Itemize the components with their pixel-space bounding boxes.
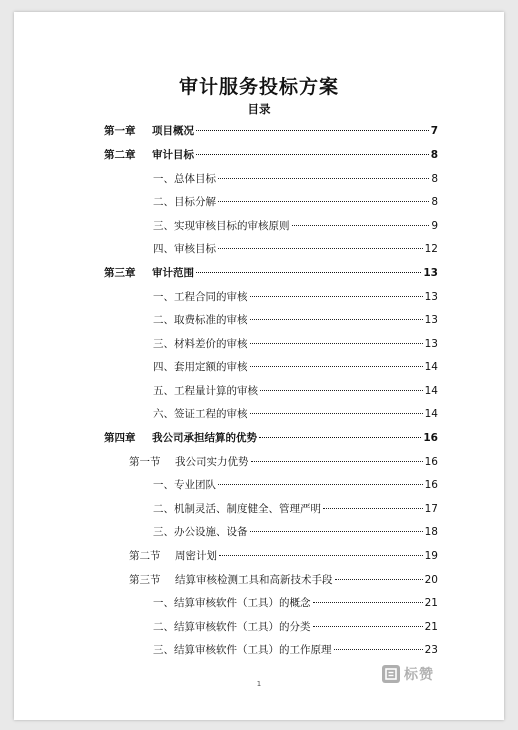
toc-entry-section-1[interactable] xyxy=(129,455,438,469)
toc-leader-dots xyxy=(196,130,429,131)
toc-entry-page: 13 xyxy=(424,291,438,303)
toc-leader-dots xyxy=(334,649,423,650)
toc-entry-chapter-3[interactable] xyxy=(104,266,438,280)
toc-entry-page: 13 xyxy=(424,338,438,350)
toc-entry-label: 一、结算审核软件（工具）的概念 xyxy=(153,597,311,609)
toc-entry-label: 一、总体目标 xyxy=(153,173,216,185)
toc-entry-item[interactable] xyxy=(153,525,438,539)
toc-entry-number: 第三节 xyxy=(129,574,161,586)
toc-entry-item[interactable] xyxy=(153,219,438,233)
toc-entry-item[interactable] xyxy=(153,384,438,398)
toc-entry-page: 18 xyxy=(424,526,438,538)
toc-entry-label: 六、签证工程的审核 xyxy=(153,408,248,420)
toc-leader-dots xyxy=(260,390,423,391)
toc-entry-label: 一、工程合同的审核 xyxy=(153,291,248,303)
toc-entry-page: 8 xyxy=(430,149,438,161)
toc-leader-dots xyxy=(250,296,423,297)
toc-entry-label: 三、材料差价的审核 xyxy=(153,338,248,350)
toc-leader-dots xyxy=(292,225,430,226)
toc-entry-label: 我公司实力优势 xyxy=(175,456,249,468)
toc-entry-page: 16 xyxy=(423,432,438,444)
toc-leader-dots xyxy=(259,437,421,438)
toc-entry-page: 7 xyxy=(430,125,438,137)
toc-entry-label: 我公司承担结算的优势 xyxy=(152,432,257,444)
toc-entry-page: 19 xyxy=(424,550,438,562)
toc-entry-number: 第二章 xyxy=(104,149,136,161)
toc-leader-dots xyxy=(218,201,429,202)
toc-entry-label: 五、工程量计算的审核 xyxy=(153,385,258,397)
toc-leader-dots xyxy=(251,461,423,462)
document-page xyxy=(14,12,504,720)
toc-leader-dots xyxy=(250,413,423,414)
toc-entry-label: 结算审核检测工具和高新技术手段 xyxy=(175,574,333,586)
toc-entry-item[interactable] xyxy=(153,478,438,492)
toc-entry-item[interactable] xyxy=(153,360,438,374)
toc-entry-page: 13 xyxy=(423,267,438,279)
toc-entry-label: 一、专业团队 xyxy=(153,479,216,491)
toc-entry-label: 三、结算审核软件（工具）的工作原理 xyxy=(153,644,332,656)
toc-entry-page: 14 xyxy=(424,408,438,420)
toc-entry-label: 项目概况 xyxy=(152,125,194,137)
toc-entry-chapter-1[interactable] xyxy=(104,124,438,138)
toc-entry-page: 8 xyxy=(431,196,438,208)
toc-entry-item[interactable] xyxy=(153,172,438,186)
toc-entry-item[interactable] xyxy=(153,596,438,610)
toc-entry-section-3[interactable] xyxy=(129,573,438,587)
toc-entry-label: 四、套用定额的审核 xyxy=(153,361,248,373)
toc-leader-dots xyxy=(218,484,423,485)
toc-entry-number: 第二节 xyxy=(129,550,161,562)
toc-entry-item[interactable] xyxy=(153,643,438,657)
toc-leader-dots xyxy=(196,154,429,155)
toc-entry-item[interactable] xyxy=(153,195,438,209)
toc-leader-dots xyxy=(250,343,423,344)
toc-leader-dots xyxy=(250,366,423,367)
toc-entry-page: 16 xyxy=(424,456,438,468)
toc-entry-label: 二、取费标准的审核 xyxy=(153,314,248,326)
toc-leader-dots xyxy=(323,508,423,509)
toc-entry-item[interactable] xyxy=(153,407,438,421)
toc-leader-dots xyxy=(196,272,421,273)
toc-entry-number: 第一章 xyxy=(104,125,136,137)
watermark-text: 标赞 xyxy=(404,667,434,683)
toc-entry-page: 20 xyxy=(424,574,438,586)
toc-leader-dots xyxy=(335,579,423,580)
toc-leader-dots xyxy=(218,178,429,179)
watermark xyxy=(382,664,434,684)
toc-entry-page: 14 xyxy=(424,361,438,373)
toc-leader-dots xyxy=(250,319,423,320)
toc-entry-page: 8 xyxy=(431,173,438,185)
toc-entry-label: 周密计划 xyxy=(175,550,217,562)
toc-entry-item[interactable] xyxy=(153,620,438,634)
toc-entry-item[interactable] xyxy=(153,313,438,327)
toc-entry-chapter-4[interactable] xyxy=(104,431,438,445)
document-title: 审计服务投标方案 xyxy=(178,76,339,98)
toc-entry-item[interactable] xyxy=(153,337,438,351)
document-logo-icon xyxy=(382,665,400,683)
toc-entry-chapter-2[interactable] xyxy=(104,148,438,162)
toc-leader-dots xyxy=(219,555,423,556)
toc-entry-page: 12 xyxy=(424,243,438,255)
toc-leader-dots xyxy=(313,602,423,603)
toc-entry-label: 三、办公设施、设备 xyxy=(153,526,248,538)
toc-entry-label: 四、审核目标 xyxy=(153,243,216,255)
toc-entry-label: 三、实现审核目标的审核原则 xyxy=(153,220,290,232)
toc-entry-page: 14 xyxy=(424,385,438,397)
page-number: 1 xyxy=(256,680,262,688)
toc-entry-page: 9 xyxy=(431,220,438,232)
toc-entry-label: 二、结算审核软件（工具）的分类 xyxy=(153,621,311,633)
toc-entry-number: 第一节 xyxy=(129,456,161,468)
toc-entry-section-2[interactable] xyxy=(129,549,438,563)
toc-entry-page: 16 xyxy=(424,479,438,491)
toc-entry-page: 21 xyxy=(424,597,438,609)
toc-entry-item[interactable] xyxy=(153,290,438,304)
toc-entry-item[interactable] xyxy=(153,502,438,516)
toc-entry-number: 第四章 xyxy=(104,432,136,444)
toc-heading: 目录 xyxy=(247,102,271,116)
toc-entry-item[interactable] xyxy=(153,242,438,256)
toc-entry-page: 21 xyxy=(424,621,438,633)
toc-leader-dots xyxy=(313,626,423,627)
toc-leader-dots xyxy=(218,248,423,249)
toc-entry-label: 二、目标分解 xyxy=(153,196,216,208)
toc-entry-label: 二、机制灵活、制度健全、管理严明 xyxy=(153,503,321,515)
toc-entry-page: 13 xyxy=(424,314,438,326)
toc-entry-number: 第三章 xyxy=(104,267,136,279)
toc-entry-label: 审计目标 xyxy=(152,149,194,161)
toc-entry-label: 审计范围 xyxy=(152,267,194,279)
toc-entry-page: 23 xyxy=(424,644,438,656)
toc-entry-page: 17 xyxy=(424,503,438,515)
toc-leader-dots xyxy=(250,531,423,532)
